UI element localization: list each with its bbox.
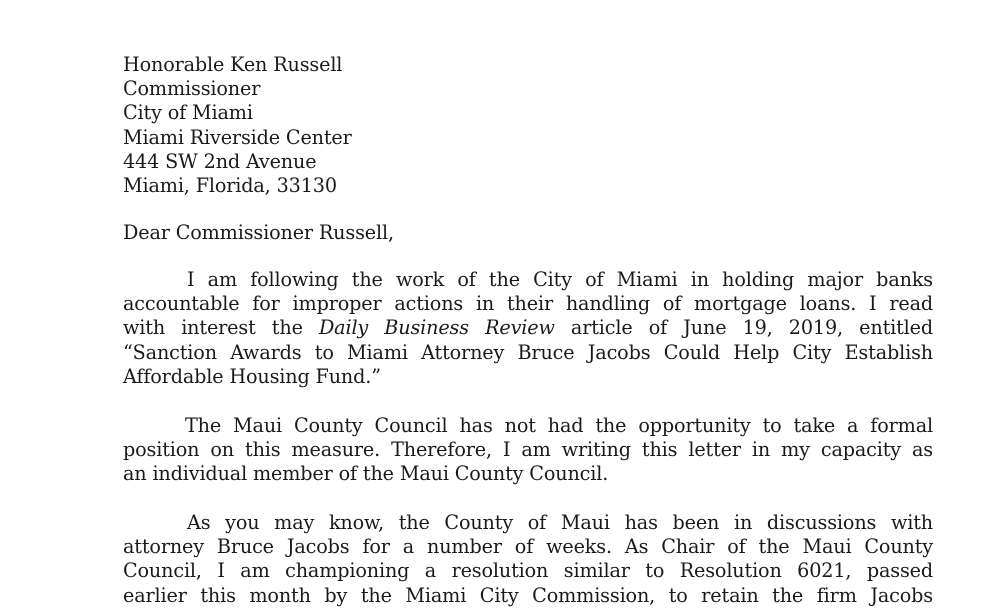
- paragraph-1: [123, 268, 933, 389]
- paragraph-line: “Sanction Awards to Miami Attorney Bruce Jacobs Could Help City Establish: [123, 340, 933, 364]
- paragraph-line: accountable for improper actions in their handling of mortgage loans. I read: [123, 292, 933, 316]
- paragraph-line: with interest the Daily Business Review article of June 19, 2019, entitled: [123, 316, 933, 340]
- recipient-street: 444 SW 2nd Avenue: [123, 149, 317, 173]
- paragraph-line: an individual member of the Maui County Council.: [123, 462, 609, 486]
- recipient-address-block: [123, 53, 933, 198]
- recipient-title: Commissioner: [123, 77, 261, 101]
- paragraph-line: attorney Bruce Jacobs for a number of weeks. As Chair of the Maui County: [123, 535, 933, 559]
- recipient-building: Miami Riverside Center: [123, 125, 352, 149]
- paragraph-line: Council, I am championing a resolution similar to Resolution 6021, passed: [123, 559, 933, 583]
- recipient-organization: City of Miami: [123, 101, 253, 125]
- salutation: Dear Commissioner Russell,: [123, 221, 394, 244]
- paragraph-line: Affordable Housing Fund.”: [123, 364, 381, 388]
- recipient-city-state-zip: Miami, Florida, 33130: [123, 174, 337, 198]
- recipient-name: Honorable Ken Russell: [123, 53, 343, 76]
- paragraph-line: The Maui County Council has not had the opportunity to take a formal: [185, 414, 933, 437]
- paragraph-line: As you may know, the County of Maui has been in discussions with: [187, 511, 933, 534]
- paragraph-line: position on this measure. Therefore, I am writing this letter in my capacity as: [123, 438, 933, 462]
- paragraph-3: [123, 511, 933, 608]
- paragraph-2: [123, 414, 933, 487]
- publication-title: Daily Business Review: [318, 316, 555, 340]
- paragraph-line: I am following the work of the City of Miami in holding major banks: [187, 268, 933, 291]
- paragraph-line: earlier this month by the Miami City Commission, to retain the firm Jacobs: [123, 583, 933, 607]
